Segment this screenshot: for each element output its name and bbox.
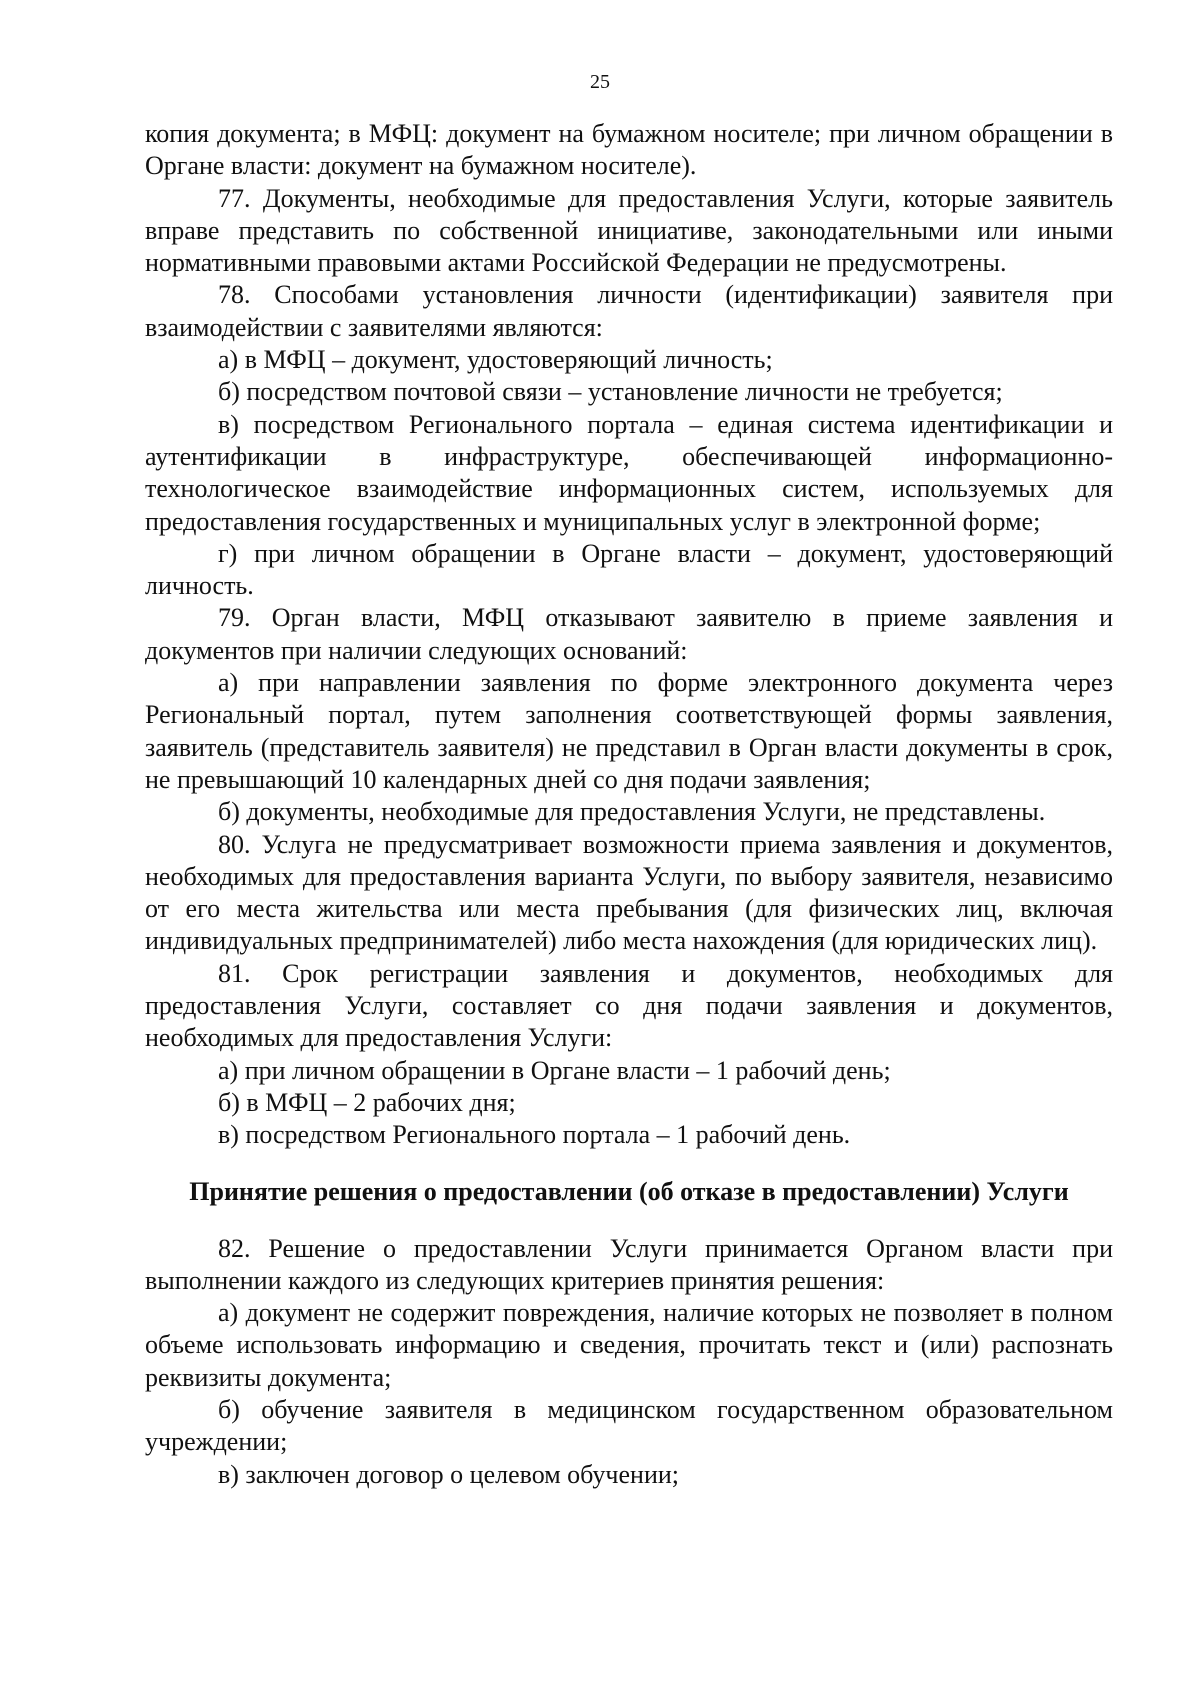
spacer <box>145 1152 1113 1176</box>
document-body <box>145 118 1113 1491</box>
paragraph-82: 82. Решение о предоставлении Услуги принимается Органом власти при выполнении каждого из следующих критериев принятия решения: <box>145 1233 1113 1295</box>
page-number: 25 <box>590 71 610 93</box>
list-item: а) в МФЦ – документ, удостоверяющий личность; <box>218 345 773 375</box>
list-item: а) при направлении заявления по форме электронного документа через Региональный портал, путем заполнения соответствующей формы заявления, заявитель (представитель заявителя) не представил в Орган власти документы в срок, не превышающий 10 календарных дней со дня подачи заявления; <box>145 668 1113 794</box>
paragraph-78: 78. Способами установления личности (идентификации) заявителя при взаимодействии с заявителями являются: <box>145 280 1113 342</box>
paragraph-77: 77. Документы, необходимые для предоставления Услуги, которые заявитель вправе представить по собственной инициативе, законодательными или иными нормативными правовыми актами Российской Федерации не предусмотрены. <box>145 183 1113 278</box>
list-item: б) обучение заявителя в медицинском государственном образовательном учреждении; <box>145 1394 1113 1457</box>
paragraph: копия документа; в МФЦ: документ на бумажном носителе; при личном обращении в Органе власти: документ на бумажном носителе). <box>145 119 1113 181</box>
paragraph-79: 79. Орган власти, МФЦ отказывают заявителю в приеме заявления и документов при наличии следующих оснований: <box>145 603 1113 665</box>
paragraph-81: 81. Срок регистрации заявления и документов, необходимых для предоставления Услуги, составляет со дня подачи заявления и документов, необходимых для предоставления Услуги: <box>145 958 1113 1053</box>
list-item: г) при личном обращении в Органе власти – документ, удостоверяющий личность. <box>145 538 1113 601</box>
list-item: б) в МФЦ – 2 рабочих дня; <box>218 1087 516 1117</box>
list-item: а) при личном обращении в Органе власти – 1 рабочий день; <box>218 1055 891 1085</box>
list-item: а) документ не содержит повреждения, наличие которых не позволяет в полном объеме использовать информацию и сведения, прочитать текст и (или) распознать реквизиты документа; <box>145 1298 1113 1392</box>
paragraph-80: 80. Услуга не предусматривает возможности приема заявления и документов, необходимых для предоставления варианта Услуги, по выбору заявителя, независимо от его места жительства или места пребывания (для физических лиц, включая индивидуальных предпринимателей) либо места нахождения (для юридических лиц). <box>145 829 1113 956</box>
list-item: в) заключен договор о целевом обучении; <box>218 1459 680 1489</box>
list-item: б) документы, необходимые для предоставления Услуги, не представлены. <box>218 797 1046 827</box>
section-heading: Принятие решения о предоставлении (об отказе в предоставлении) Услуги <box>189 1176 1069 1206</box>
spacer <box>145 1208 1113 1233</box>
list-item: в) посредством Регионального портала – единая система идентификации и аутентификации в инфраструктуре, обеспечивающей информационно-технологическое взаимодействие информационных систем, используемых для предоставления государственных и муниципальных услуг в электронной форме; <box>145 409 1113 536</box>
list-item: в) посредством Регионального портала – 1 рабочий день. <box>218 1120 851 1150</box>
list-item: б) посредством почтовой связи – установление личности не требуется; <box>218 377 1003 407</box>
